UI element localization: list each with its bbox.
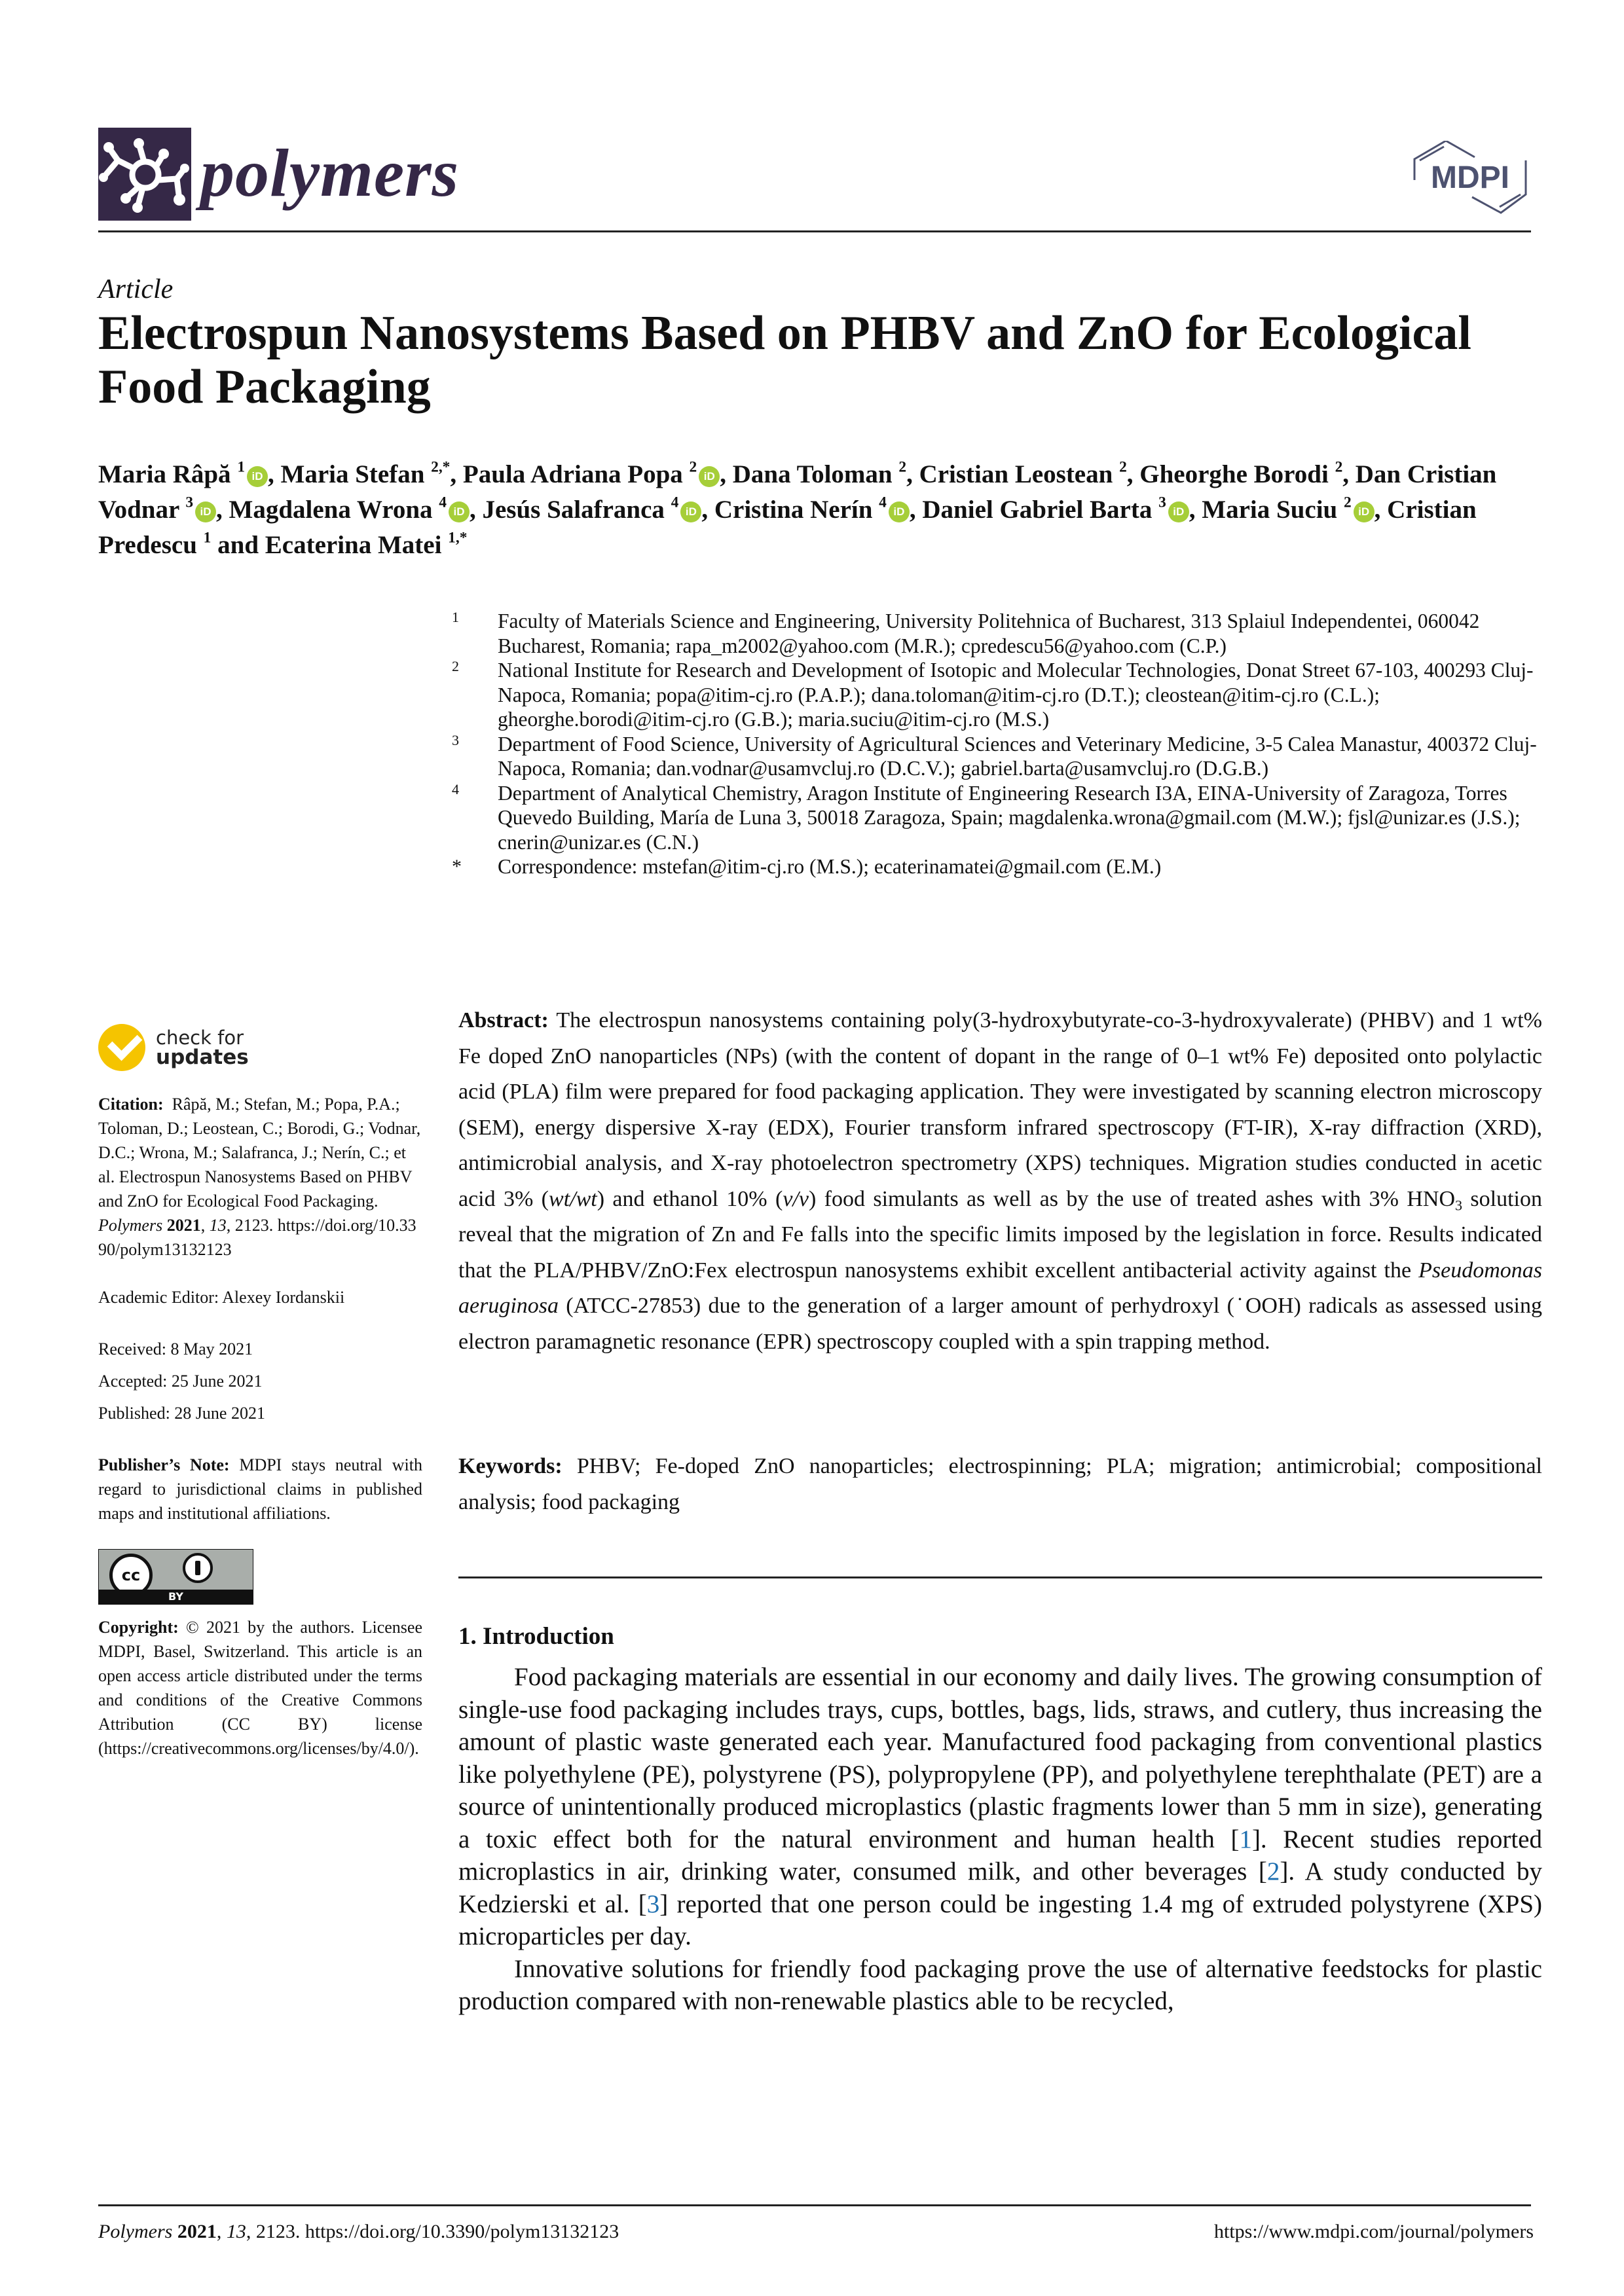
orcid-icon[interactable]: iD <box>1168 501 1189 522</box>
author-affiliation-mark: 3 <box>1158 494 1166 511</box>
author-affiliation-mark: 2 <box>1335 458 1343 476</box>
author-affiliation-mark: 3 <box>185 494 194 511</box>
orcid-icon[interactable]: iD <box>195 501 216 522</box>
author-affiliation-mark: 2 <box>1343 494 1352 511</box>
reference-link-1[interactable]: 1 <box>1239 1825 1252 1853</box>
author-affiliation-mark: 1,* <box>448 529 468 547</box>
reference-link-3[interactable]: 3 <box>646 1889 660 1918</box>
received-date: Received: 8 May 2021 <box>98 1339 253 1358</box>
paragraph: Food packaging materials are essential in our economy and daily lives. The growing consumption of single-use food packaging includes trays, cups, bottles, bags, lids, straws, and cutlery, thus increasing the amount of plastic waste generated each year. Manufactured food packaging from conventional plastics like polyethylene (PE), polystyrene (PS), polypropylene (PP), and polyethylene terephthalate (PET) are a source of unintentionally produced microplastics (plastic fragments lower than 5 mm in size), generating a toxic effect both for the natural environment and human health [1]. Recent studies reported microplastics in air, drinking water, consumed milk, and other beverages [2]. A study conducted by Kedzierski et al. [3] reported that one person could be ingesting 1.4 mg of extruded polystyrene (XPS) microparticles per day. <box>458 1663 1542 1950</box>
journal-logo-icon <box>98 128 191 221</box>
author-affiliation-mark: 1 <box>237 458 246 476</box>
published-date: Published: 28 June 2021 <box>98 1404 265 1423</box>
header-divider <box>98 230 1531 232</box>
orcid-icon[interactable]: iD <box>889 501 910 522</box>
author-name: Dana Toloman <box>732 460 899 488</box>
author-name: Cristian Leostean <box>919 460 1120 488</box>
check-for-updates-button[interactable]: check for updates <box>98 1021 422 1074</box>
affiliation-1: 1 Faculty of Materials Science and Engineering, University Politehnica of Bucharest, 313 Splaiul Independentei, 060042 Bucharest, Romania; rapa_m2002@yahoo.com (M.R.); cpredescu56@yahoo.com (C.P.) <box>452 609 1480 657</box>
cc-icon: cc <box>109 1554 153 1597</box>
affiliations <box>452 609 1552 879</box>
correspondence: * Correspondence: mstefan@itim-cj.ro (M.S.); ecaterinamatei@gmail.com (E.M.) <box>452 855 1162 878</box>
orcid-icon[interactable]: iD <box>699 466 720 487</box>
footer-doi-link[interactable]: , 2123. https://doi.org/10.3390/polym13132123 <box>246 2221 619 2242</box>
orcid-icon[interactable]: iD <box>247 466 268 487</box>
svg-text:MDPI: MDPI <box>1431 160 1509 195</box>
article-type: Article <box>98 274 174 304</box>
citation: Citation: Râpă, M.; Stefan, M.; Popa, P.A.; Toloman, D.; Leostean, C.; Borodi, G.; Vodnar, D.C.; Wrona, M.; Salafranca, J.; Nerín, C.; et al. Electrospun Nanosystems Based on PHBV and ZnO for Ecological Food Packaging. Polymers 2021, 13, 2123. https://doi.org/10.3390/polym13132123 <box>98 1095 421 1259</box>
author-affiliation-mark: 4 <box>671 494 679 511</box>
section-heading-introduction: 1. Introduction <box>458 1623 614 1650</box>
author-name: Cristina Nerín <box>714 496 879 524</box>
journal-name: polymers <box>200 136 460 211</box>
author-name: Gheorghe Borodi <box>1139 460 1335 488</box>
author-name: Maria Suciu <box>1202 496 1344 524</box>
accepted-date: Accepted: 25 June 2021 <box>98 1372 263 1391</box>
section-divider <box>458 1576 1542 1578</box>
abstract: Abstract: The electrospun nanosystems containing poly(3-hydroxybutyrate-co-3-hydroxyvalerate) (PHBV) and 1 wt% Fe doped ZnO nanoparticles (NPs) (with the content of dopant in the range of 0–1 wt% Fe) deposited onto polylactic acid (PLA) film were prepared for food packaging application. They were investigated by scanning electron microscopy (SEM), energy dispersive X-ray (EDX), Fourier transform infrared spectroscopy (FT-IR), X-ray diffraction (XRD), antimicrobial analysis, and X-ray photoelectron spectrometry (XPS) techniques. Migration studies conducted in acetic acid 3% (wt/wt) and ethanol 10% (v/v) food simulants as well as by the use of treated ashes with 3% $HNO_3$ solution reveal that the migration of Zn and Fe falls into the specific limits imposed by the legislation in force. Results indicated that the PLA/PHBV/ZnO:Fex electrospun nanosystems exhibit excellent antibacterial activity against the Pseudomonas aeruginosa (ATCC-27853) due to the generation of a larger amount of perhydroxyl (˙OOH) radicals as assessed using electron paramagnetic resonance (EPR) spectroscopy coupled with a spin trapping method. <box>458 1008 1542 1354</box>
academic-editor: Academic Editor: Alexey Iordanskii <box>98 1288 345 1307</box>
author-name: Ecaterina Matei <box>265 531 449 559</box>
author-affiliation-mark: 4 <box>879 494 887 511</box>
footer-citation: Polymers 2021, 13, 2123. https://doi.org/10.3390/polym13132123 <box>98 2221 619 2242</box>
cc-by-license-badge[interactable]: cc BY <box>98 1549 253 1605</box>
journal-url-link[interactable]: https://www.mdpi.com/journal/polymers <box>1213 2221 1534 2242</box>
author-affiliation-mark: 4 <box>439 494 447 511</box>
attribution-icon <box>183 1553 213 1583</box>
introduction-body <box>458 1661 1542 2018</box>
author-name: Magdalena Wrona <box>229 496 439 524</box>
author-list: Maria Râpă $^1$iD , Maria Stefan $^{2,*}$, Paula Adriana Popa $^2$iD , Dana Toloman $^2$, Cristian Leostean $^2$, Gheorghe Borodi $^2$, Dan Cristian Vodnar $^3$iD , Magdalena Wrona $^4$iD , Jesús Salafranca $^4$iD , Cristina Nerín $^4$iD , Daniel Gabriel Barta $^3$iD , Maria Suciu $^2$iD , Cristian Predescu $^1$ and Ecaterina Matei $^{1,*}$ <box>98 458 1497 559</box>
reference-link-2[interactable]: 2 <box>1266 1857 1280 1886</box>
author-name: Maria Stefan <box>280 460 432 488</box>
citation-doi-link[interactable]: https://doi.org/10.3390/polym13132123 <box>98 1216 416 1259</box>
author-affiliation-mark: 2,* <box>431 458 451 476</box>
affiliation-4: 4 Department of Analytical Chemistry, Aragon Institute of Engineering Research I3A, EINA-University of Zaragoza, Torres Quevedo Building, María de Luna 3, 50018 Zaragoza, Spain; magdalenka.wrona@gmail.com (M.W.); fjsl@unizar.es (J.S.); cnerin@unizar.es (C.N.) <box>452 780 1521 854</box>
author-name: Dan Cristian Vodnar <box>98 460 1497 524</box>
article-title: Electrospun Nanosystems Based on PHBV and ZnO for Ecological Food Packaging <box>98 306 1471 414</box>
paragraph: Innovative solutions for friendly food packaging prove the use of alternative feedstocks for plastic production compared with non-renewable plastics able to be recycled, <box>458 1954 1542 2015</box>
author-name: Daniel Gabriel Barta <box>922 496 1159 524</box>
author-name: Cristian Predescu <box>98 496 1477 559</box>
affiliation-3: 3 Department of Food Science, University of Agricultural Sciences and Veterinary Medicine, 3-5 Calea Manastur, 400372 Cluj-Napoca, Romania; dan.vodnar@usamvcluj.ro (D.C.V.); gabriel.barta@usamvcluj.ro (D.G.B.) <box>452 731 1537 780</box>
publishers-note: Publisher’s Note: MDPI stays neutral with regard to jurisdictional claims in published maps and institutional affiliations. <box>98 1455 422 1523</box>
author-name: Paula Adriana Popa <box>462 460 690 488</box>
keywords: Keywords: PHBV; Fe-doped ZnO nanoparticles; electrospinning; PLA; migration; antimicrobial; compositional analysis; food packaging <box>458 1454 1542 1514</box>
author-name: Jesús Salafranca <box>482 496 671 524</box>
affiliation-2: 2 National Institute for Research and Development of Isotopic and Molecular Technologies, Donat Street 67-103, 400293 Cluj-Napoca, Romania; popa@itim-cj.ro (P.A.P.); dana.toloman@itim-cj.ro (D.T.); cleostean@itim-cj.ro (C.L.); gheorghe.borodi@itim-cj.ro (G.B.); maria.suciu@itim-cj.ro (M.S.) <box>452 658 1534 731</box>
copyright: Copyright: © 2021 by the authors. Licensee MDPI, Basel, Switzerland. This article is an open access article distributed under the terms and conditions of the Creative Commons Attribution (CC BY) license (https://creativecommons.org/licenses/by/4.0/). <box>98 1618 422 1758</box>
author-affiliation-mark: 2 <box>689 458 697 476</box>
author-affiliation-mark: 2 <box>1119 458 1127 476</box>
orcid-icon[interactable]: iD <box>680 501 701 522</box>
footer-divider <box>98 2204 1531 2206</box>
author-affiliation-mark: 1 <box>203 529 212 547</box>
orcid-icon[interactable]: iD <box>1354 501 1375 522</box>
author-affiliation-mark: 2 <box>898 458 907 476</box>
checkmark-icon <box>98 1024 145 1071</box>
mdpi-logo-icon <box>1408 141 1532 219</box>
author-name: Maria Râpă <box>98 460 238 488</box>
orcid-icon[interactable]: iD <box>449 501 470 522</box>
article-sidebar <box>98 1021 422 1760</box>
publication-dates <box>98 1333 422 1429</box>
